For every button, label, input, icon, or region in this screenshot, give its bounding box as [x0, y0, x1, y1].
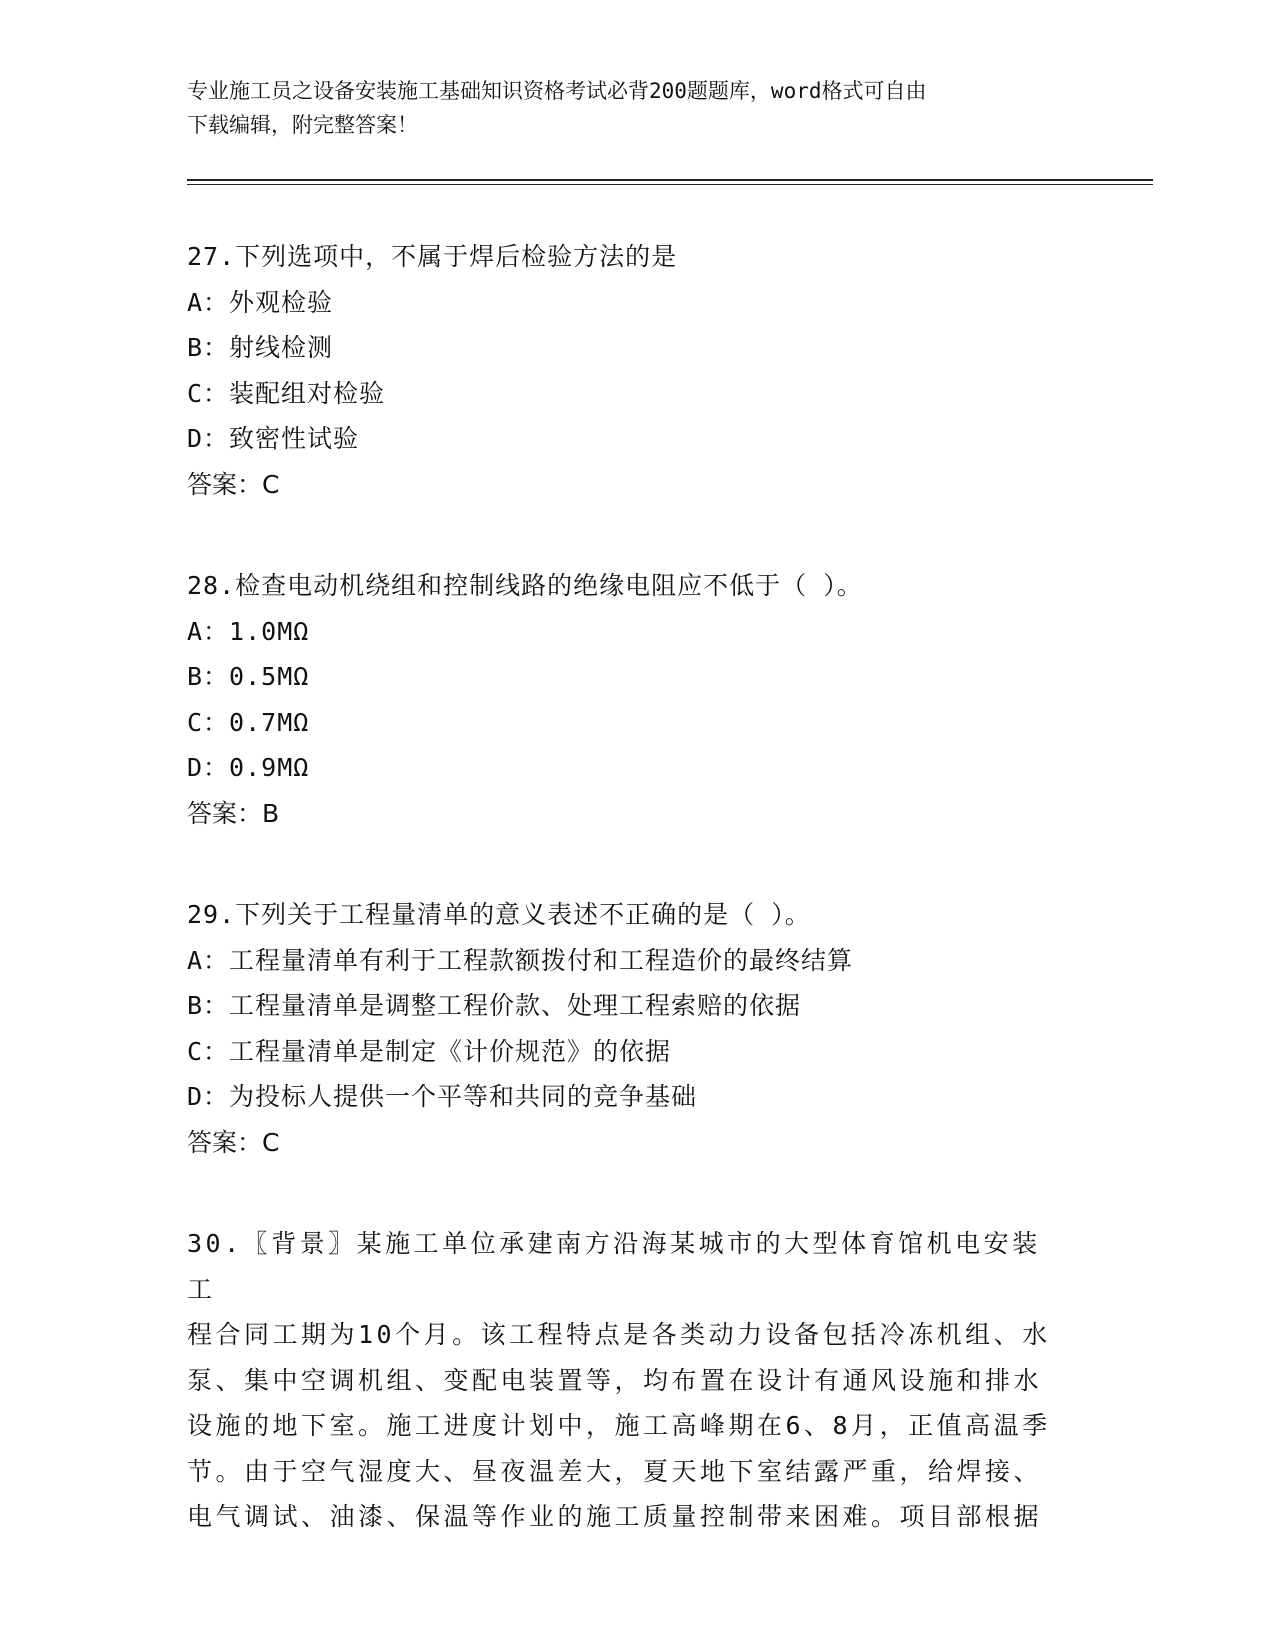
question-29	[187, 892, 1087, 1165]
question-28	[187, 563, 1087, 836]
option-a: A：1.0MΩ	[187, 616, 310, 646]
answer-line: 答案：B	[187, 798, 280, 828]
header-line-2: 下载编辑，附完整答案！	[187, 113, 418, 137]
question-30	[187, 1221, 1087, 1540]
header-line-1: 专业施工员之设备安装施工基础知识资格考试必背200题题库，word格式可自由	[187, 79, 927, 103]
question-30-line-3: 泵、集中空调机组、变配电装置等，均布置在设计有通风设施和排水	[187, 1365, 1043, 1395]
option-b: B：射线检测	[187, 333, 334, 362]
option-b: B：0.5MΩ	[187, 662, 310, 691]
question-stem: 27.下列选项中，不属于焊后检验方法的是	[187, 242, 678, 271]
question-30-line-2: 程合同工期为10个月。该工程特点是各类动力设备包括冷冻机组、水	[187, 1320, 1051, 1349]
option-c: C：工程量清单是制定《计价规范》的依据	[187, 1036, 672, 1066]
option-c: C：装配组对检验	[187, 378, 386, 408]
header-divider-thin	[187, 184, 1153, 185]
option-d: D：致密性试验	[187, 424, 360, 453]
question-27	[187, 234, 1087, 507]
option-b: B：工程量清单是调整工程价款、处理工程索赔的依据	[187, 991, 802, 1020]
question-30-line-5: 节。由于空气湿度大、昼夜温差大，夏天地下室结露严重，给焊接、	[187, 1456, 1043, 1486]
header-divider-thick	[187, 179, 1153, 181]
option-c: C：0.7MΩ	[187, 707, 310, 737]
option-d: D：为投标人提供一个平等和共同的竞争基础	[187, 1082, 698, 1111]
answer-line: 答案：C	[187, 1127, 280, 1157]
option-a: A：工程量清单有利于工程款额拨付和工程造价的最终结算	[187, 945, 854, 975]
question-30-line-1: 30.〖背景〗某施工单位承建南方沿海某城市的大型体育馆机电安装工	[187, 1229, 1041, 1304]
question-stem: 28.检查电动机绕组和控制线路的绝缘电阻应不低于（ ）。	[187, 571, 863, 600]
document-header	[187, 74, 1067, 142]
question-list	[187, 234, 1087, 1596]
question-30-line-6: 电气调试、油漆、保温等作业的施工质量控制带来困难。项目部根据	[187, 1502, 1043, 1531]
question-30-line-4: 设施的地下室。施工进度计划中，施工高峰期在6、8月，正值高温季	[187, 1411, 1051, 1440]
option-a: A：外观检验	[187, 287, 334, 317]
option-d: D：0.9MΩ	[187, 753, 310, 782]
answer-line: 答案：C	[187, 469, 280, 499]
question-stem: 29.下列关于工程量清单的意义表述不正确的是（ ）。	[187, 900, 811, 929]
